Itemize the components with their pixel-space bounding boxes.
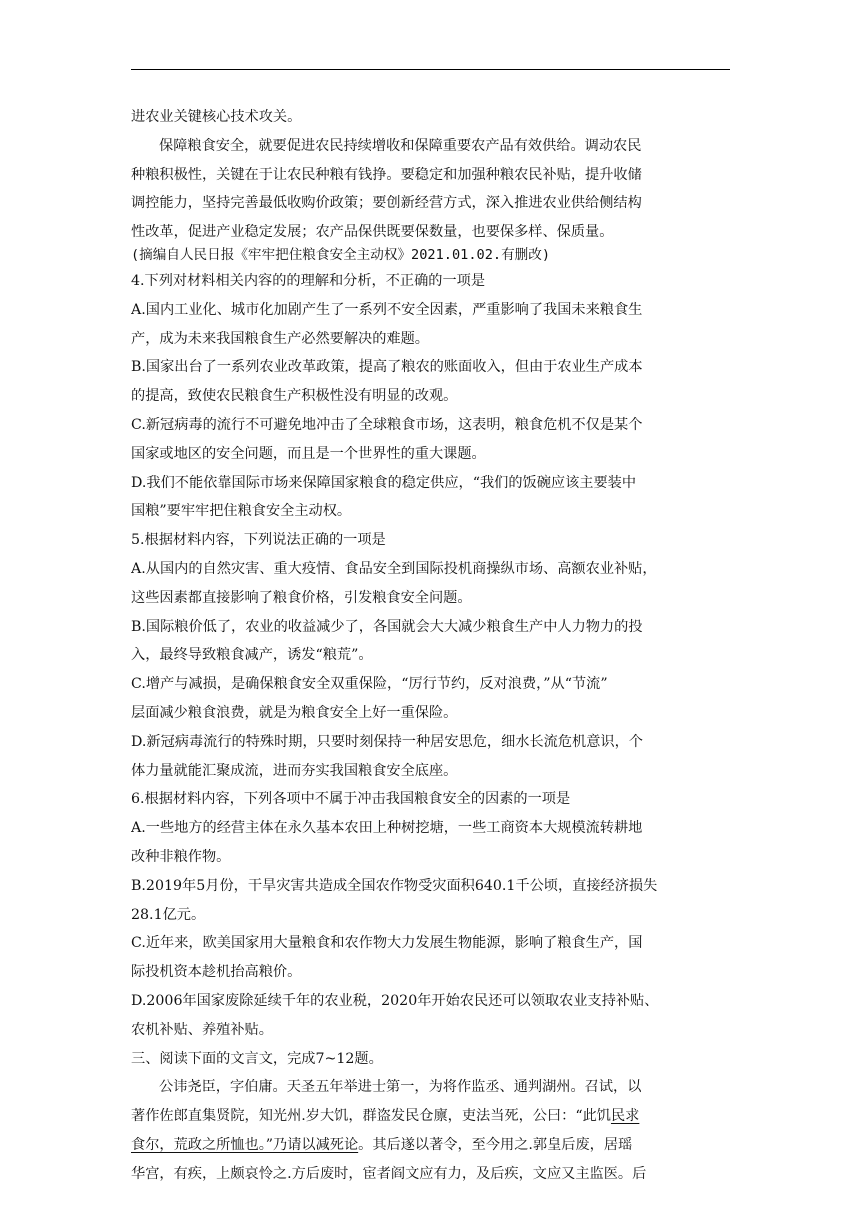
text-segment: 。其后遂以著令，至今用之.郭皇后废，居瑶 [358,1136,633,1153]
question-4: 4.下列对材料相关内容的的理解和分析，不正确的一项是 [131,272,486,289]
section-heading: 三、阅读下面的文言文，完成7~12题。 [131,1050,383,1067]
document-body [131,103,731,1188]
text-segment: 著作佐郎直集贤院，知光州.岁大饥，群盗发民仓廪，吏法当死，公曰：“此饥 [131,1108,611,1125]
option-a: A.一些地方的经营主体在永久基本农田上种树挖塘，一些工商资本大规模流转耕地 [131,820,643,837]
option-c-cont: 层面减少粮食浪费，就是为粮食安全上好一重保险。 [131,704,458,721]
question-6: 6.根据材料内容，下列各项中不属于冲击我国粮食安全的因素的一项是 [131,791,571,808]
option-b-cont: 的提高，致使农民粮食生产积极性没有明显的改观。 [131,388,458,405]
option-b: B.国际粮价低了，农业的收益减少了，各国就会大大减少粮食生产中人力物力的投 [131,618,643,635]
paragraph-start: 保障粮食安全，就要促进农民持续增收和保障重要农产品有效供给。调动农民 [159,137,642,154]
classical-text-line [131,1131,731,1160]
option-d: D.2006年国家废除延续千年的农业税，2020年开始农民还可以领取农业支持补贴、 [131,992,659,1009]
option-d-cont: 国粮”要牢牢把住粮食安全主动权。 [131,503,352,520]
option-a: A.国内工业化、城市化加剧产生了一系列不安全因素，严重影响了我国未来粮食生 [131,301,643,318]
option-c: C.新冠病毒的流行不可避免地冲击了全球粮食市场，这表明，粮食危机不仅是某个 [131,416,643,433]
option-d-cont: 体力量就能汇聚成流，进而夯实我国粮食安全底座。 [131,762,458,779]
text-line: 进农业关键核心技术攻关。 [131,109,302,125]
option-b: B.国家出台了一系列农业改革政策，提高了粮农的账面收入，但由于农业生产成本 [131,359,643,376]
question-5: 5.根据材料内容，下列说法正确的一项是 [131,532,386,549]
option-b-cont: 入，最终导致粮食减产，诱发“粮荒”。 [131,647,373,664]
option-b: B.2019年5月份，干旱灾害共造成全国农作物受灾面积640.1千公顷，直接经济损失 [131,877,658,894]
option-c-cont: 国家或地区的安全问题，而且是一个世界性的重大课题。 [131,445,486,462]
option-d: D.新冠病毒流行的特殊时期，只要时刻保持一种居安思危，细水长流危机意识，个 [131,733,643,750]
option-a-cont: 这些因素都直接影响了粮食价格，引发粮食安全问题。 [131,589,472,606]
option-c-cont: 际投机资本趁机抬高粮价。 [131,964,302,981]
option-d-cont: 农机补贴、养殖补贴。 [131,1021,273,1038]
source-citation: (摘编自人民日报《牢牢把住粮食安全主动权》2021.01.02.有删改) [131,246,551,263]
option-a-cont: 产，成为未来我国粮食生产必然要解决的难题。 [131,330,429,347]
classical-text-start: 公讳尧臣，字伯庸。天圣五年举进士第一，为将作监丞、通判湖州。召试，以 [159,1079,642,1096]
text-line: 性改革，促进产业稳定发展；农产品保供既要保数量，也要保多样、保质量。 [131,224,614,241]
classical-text-line: 华宫，有疾，上颇哀怜之.方后废时，宦者阎文应有力，及后疾，文应又主监医。后 [131,1165,647,1182]
option-a: A.从国内的自然灾害、重大疫情、食品安全到国际投机商操纵市场、高额农业补贴， [131,560,657,577]
option-d: D.我们不能依靠国际市场来保障国家粮食的稳定供应，“我们的饭碗应该主要装中 [131,474,637,491]
option-c: C.增产与减损，是确保粮食安全双重保险，“厉行节约，反对浪费，”从“节流” [131,676,608,693]
underlined-phrase: 食尔，荒政之所恤也。”乃请以减死论 [131,1136,359,1153]
option-a-cont: 改种非粮作物。 [131,848,231,865]
text-line: 调控能力，坚持完善最低收购价政策；要创新经营方式，深入推进农业供给侧结构 [131,195,642,212]
option-b-cont: 28.1亿元。 [131,906,206,923]
header-rule [131,69,730,70]
option-c: C.近年来，欧美国家用大量粮食和农作物大力发展生物能源，影响了粮食生产，国 [131,935,643,952]
underlined-phrase: 民求 [610,1108,640,1125]
text-line: 种粮积极性，关键在于让农民种粮有钱挣。要稳定和加强种粮农民补贴，提升收储 [131,166,642,183]
classical-text-line [131,1102,731,1131]
